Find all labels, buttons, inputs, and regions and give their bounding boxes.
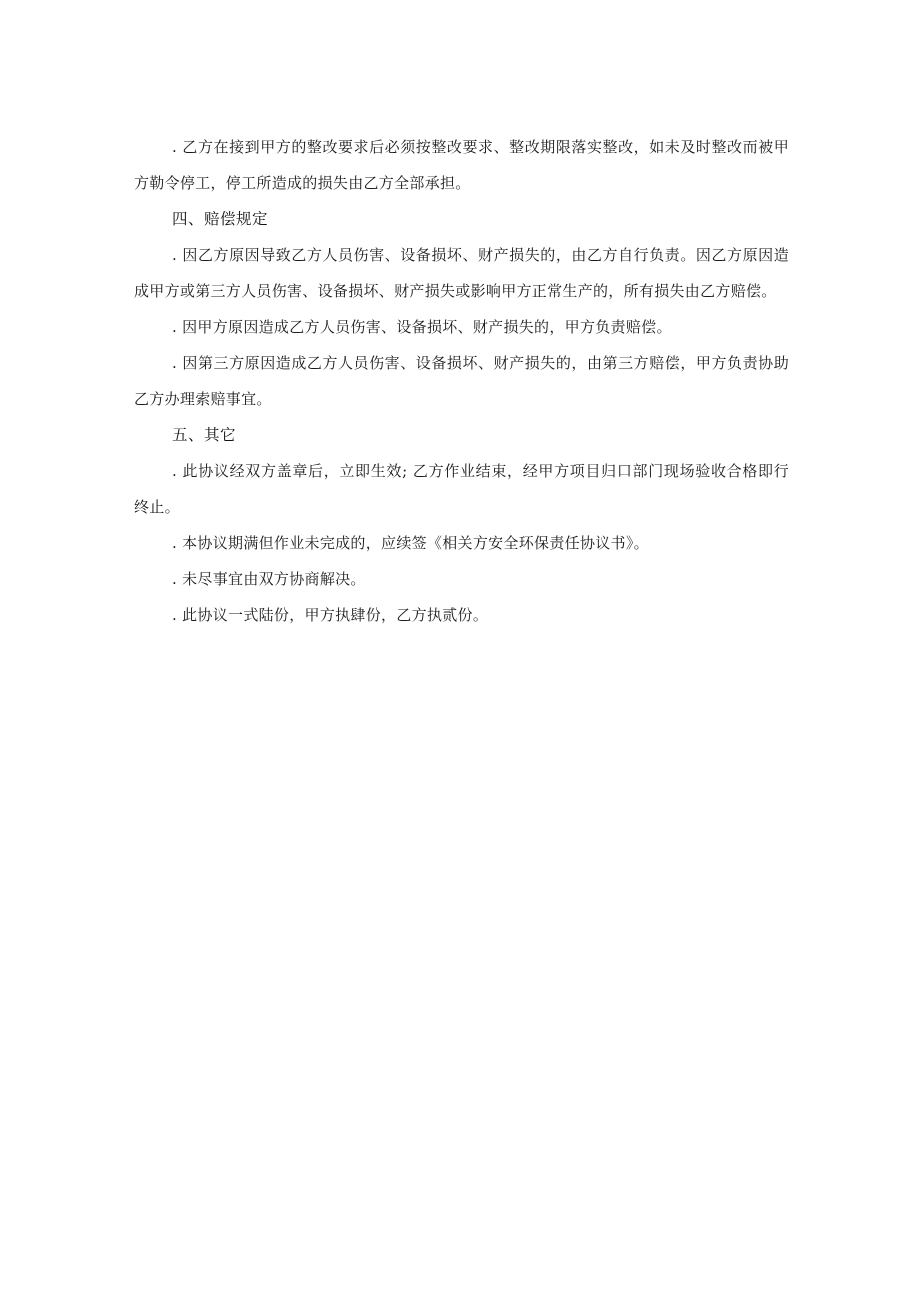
- clause-effective-date: . 此协议经双方盖章后，立即生效; 乙方作业结束，经甲方项目归口部门现场验收合格即行终止。: [134, 462, 789, 516]
- clause-third-party-liability: . 因第三方原因造成乙方人员伤害、设备损坏、财产损失的，由第三方赔偿，甲方负责协助乙方办理索赔事宜。: [134, 354, 789, 408]
- document-page: [134, 129, 789, 633]
- clause-party-b-liability: . 因乙方原因导致乙方人员伤害、设备损坏、财产损失的，由乙方自行负责。因乙方原因造成甲方或第三方人员伤害、设备损坏、财产损失或影响甲方正常生产的，所有损失由乙方赔偿。: [134, 246, 789, 300]
- section-heading-compensation: 四、赔偿规定: [172, 210, 269, 228]
- clause-rectification: . 乙方在接到甲方的整改要求后必须按整改要求、整改期限落实整改，如未及时整改而被甲方勒令停工，停工所造成的损失由乙方全部承担。: [134, 138, 789, 192]
- clause-unresolved-matters: . 未尽事宜由双方协商解决。: [172, 570, 366, 588]
- section-heading-other: 五、其它: [172, 426, 237, 444]
- clause-renewal: . 本协议期满但作业未完成的，应续签《相关方安全环保责任协议书》。: [172, 534, 649, 552]
- clause-party-a-liability: . 因甲方原因造成乙方人员伤害、设备损坏、财产损失的，甲方负责赔偿。: [172, 318, 672, 336]
- clause-copies: . 此协议一式陆份，甲方执肆份，乙方执贰份。: [172, 606, 489, 624]
